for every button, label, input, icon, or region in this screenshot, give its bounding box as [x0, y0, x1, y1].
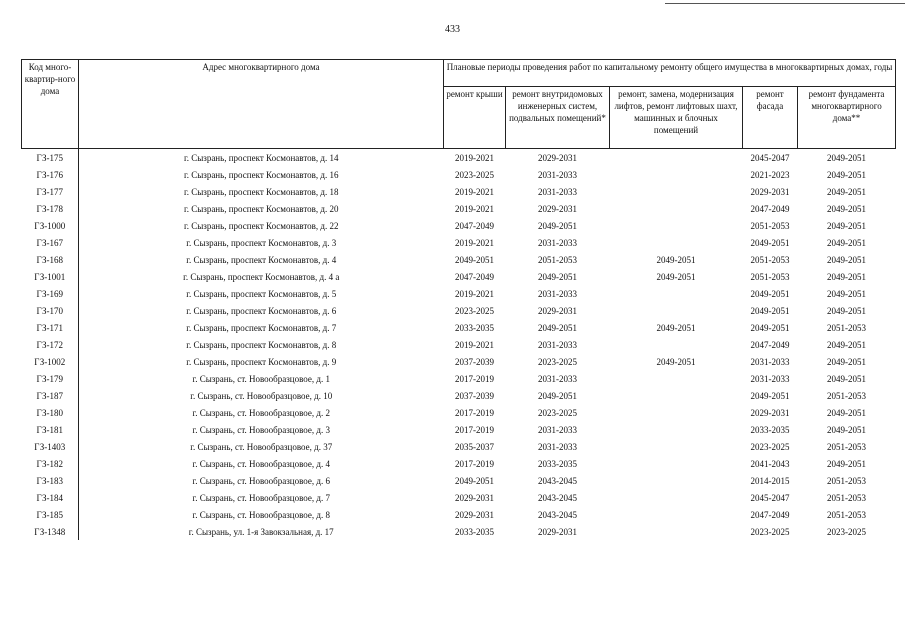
cell-engineering: 2023-2025	[538, 356, 577, 367]
cell-facade: 2033-2035	[750, 424, 790, 435]
cell-roof: 2019-2021	[455, 203, 494, 214]
header-lifts: ремонт, замена, модернизация лифтов, ремонт лифтовых шахт, машинных и блочных помещений	[610, 87, 743, 149]
cell-roof: 2019-2021	[455, 339, 494, 350]
cell-engineering: 2031-2033	[538, 288, 577, 299]
cell-engineering: 2029-2031	[538, 526, 577, 537]
cell-lifts	[610, 438, 743, 455]
cell-facade: 2023-2025	[750, 441, 790, 452]
cell-code: ГЗ-180	[36, 407, 63, 418]
cell-code: ГЗ-178	[36, 203, 63, 214]
table-row	[22, 404, 896, 421]
table-row	[22, 506, 896, 523]
cell-foundation: 2049-2051	[827, 407, 867, 418]
cell-foundation: 2049-2051	[827, 373, 867, 384]
cell-foundation: 2051-2053	[827, 509, 867, 520]
cell-foundation: 2051-2053	[827, 441, 867, 452]
cell-lifts	[610, 302, 743, 319]
cell-foundation: 2023-2025	[827, 526, 867, 537]
cell-code: ГЗ-181	[36, 424, 63, 435]
table-row	[22, 149, 896, 167]
cell-roof: 2019-2021	[455, 237, 494, 248]
table-row	[22, 285, 896, 302]
cell-roof: 2037-2039	[455, 356, 494, 367]
cell-engineering: 2049-2051	[538, 220, 577, 231]
cell-foundation: 2051-2053	[827, 322, 867, 333]
table-row	[22, 336, 896, 353]
cell-facade: 2031-2033	[750, 356, 790, 367]
cell-engineering: 2049-2051	[538, 390, 577, 401]
cell-code: ГЗ-170	[36, 305, 63, 316]
cell-engineering: 2043-2045	[538, 475, 577, 486]
header-facade: ремонт фасада	[743, 87, 798, 149]
cell-foundation: 2049-2051	[827, 339, 867, 350]
cell-lifts	[610, 506, 743, 523]
cell-code: ГЗ-179	[36, 373, 63, 384]
cell-roof: 2037-2039	[455, 390, 494, 401]
cell-address: г. Сызрань, проспект Космонавтов, д. 14	[79, 149, 444, 167]
cell-facade: 2049-2051	[750, 237, 790, 248]
table-body	[22, 149, 896, 541]
table-row	[22, 421, 896, 438]
cell-facade: 2029-2031	[750, 407, 790, 418]
table-row	[22, 387, 896, 404]
cell-foundation: 2049-2051	[827, 220, 867, 231]
table-row	[22, 268, 896, 285]
cell-facade: 2047-2049	[750, 509, 790, 520]
cell-roof: 2033-2035	[455, 322, 494, 333]
cell-roof: 2023-2025	[455, 169, 494, 180]
cell-lifts	[610, 421, 743, 438]
cell-code: ГЗ-177	[36, 186, 63, 197]
cell-foundation: 2049-2051	[827, 424, 867, 435]
cell-foundation: 2049-2051	[827, 186, 867, 197]
cell-facade: 2045-2047	[750, 492, 790, 503]
cell-lifts	[610, 234, 743, 251]
cell-address: г. Сызрань, проспект Космонавтов, д. 4	[79, 251, 444, 268]
cell-lifts	[610, 523, 743, 540]
cell-address: г. Сызрань, проспект Космонавтов, д. 22	[79, 217, 444, 234]
cell-engineering: 2023-2025	[538, 407, 577, 418]
cell-address: г. Сызрань, ул. 1-я Завокзальная, д. 17	[79, 523, 444, 540]
cell-facade: 2049-2051	[750, 305, 790, 316]
cell-foundation: 2049-2051	[827, 356, 867, 367]
table-row	[22, 217, 896, 234]
cell-foundation: 2049-2051	[827, 458, 867, 469]
table-row	[22, 438, 896, 455]
header-roof: ремонт крыши	[444, 87, 506, 149]
cell-lifts	[610, 370, 743, 387]
table-row	[22, 353, 896, 370]
cell-code: ГЗ-171	[36, 322, 63, 333]
cell-address: г. Сызрань, ст. Новообразцовое, д. 6	[79, 472, 444, 489]
cell-facade: 2045-2047	[750, 152, 790, 163]
cell-code: ГЗ-1348	[34, 526, 66, 537]
cell-roof: 2017-2019	[455, 407, 494, 418]
table-row	[22, 251, 896, 268]
page-number: 433	[445, 24, 460, 35]
cell-facade: 2021-2023	[750, 169, 790, 180]
cell-code: ГЗ-185	[36, 509, 63, 520]
cell-facade: 2014-2015	[750, 475, 790, 486]
cell-facade: 2029-2031	[750, 186, 790, 197]
top-edge-rule	[665, 3, 905, 4]
cell-roof: 2049-2051	[455, 254, 494, 265]
cell-code: ГЗ-1001	[34, 271, 66, 282]
cell-foundation: 2049-2051	[827, 169, 867, 180]
cell-facade: 2049-2051	[750, 390, 790, 401]
header-address: Адрес многоквартирного дома	[79, 60, 444, 149]
cell-code: ГЗ-187	[36, 390, 63, 401]
header-engineering: ремонт внутридомовых инженерных систем, подвальных помещений*	[506, 87, 610, 149]
cell-roof: 2029-2031	[455, 492, 494, 503]
cell-lifts	[610, 404, 743, 421]
table-row	[22, 370, 896, 387]
cell-engineering: 2043-2045	[538, 492, 577, 503]
cell-lifts: 2049-2051	[656, 356, 696, 367]
cell-foundation: 2049-2051	[827, 203, 867, 214]
cell-address: г. Сызрань, ст. Новообразцовое, д. 37	[79, 438, 444, 455]
cell-code: ГЗ-1000	[34, 220, 66, 231]
cell-engineering: 2029-2031	[538, 203, 577, 214]
cell-lifts	[610, 472, 743, 489]
header-code: Код много-квартир-ного дома	[22, 60, 79, 149]
cell-roof: 2019-2021	[455, 288, 494, 299]
cell-engineering: 2031-2033	[538, 424, 577, 435]
cell-code: ГЗ-1002	[34, 356, 66, 367]
cell-address: г. Сызрань, проспект Космонавтов, д. 3	[79, 234, 444, 251]
cell-address: г. Сызрань, проспект Космонавтов, д. 16	[79, 166, 444, 183]
cell-engineering: 2031-2033	[538, 169, 577, 180]
cell-roof: 2035-2037	[455, 441, 494, 452]
cell-facade: 2051-2053	[750, 271, 790, 282]
cell-code: ГЗ-182	[36, 458, 63, 469]
cell-address: г. Сызрань, ст. Новообразцовое, д. 1	[79, 370, 444, 387]
cell-foundation: 2049-2051	[827, 305, 867, 316]
cell-engineering: 2033-2035	[538, 458, 577, 469]
cell-address: г. Сызрань, проспект Космонавтов, д. 4 а	[79, 268, 444, 285]
cell-lifts: 2049-2051	[656, 254, 696, 265]
cell-roof: 2017-2019	[455, 458, 494, 469]
cell-facade: 2041-2043	[750, 458, 790, 469]
cell-foundation: 2051-2053	[827, 390, 867, 401]
cell-lifts	[610, 285, 743, 302]
cell-roof: 2019-2021	[455, 152, 494, 163]
header-foundation: ремонт фундамента многоквартирного дома**	[798, 87, 896, 149]
cell-lifts	[610, 183, 743, 200]
cell-foundation: 2049-2051	[827, 152, 867, 163]
cell-roof: 2017-2019	[455, 373, 494, 384]
cell-roof: 2047-2049	[455, 220, 494, 231]
cell-code: ГЗ-168	[36, 254, 63, 265]
cell-engineering: 2031-2033	[538, 339, 577, 350]
cell-engineering: 2029-2031	[538, 305, 577, 316]
cell-address: г. Сызрань, ст. Новообразцовое, д. 3	[79, 421, 444, 438]
cell-engineering: 2049-2051	[538, 322, 577, 333]
cell-address: г. Сызрань, проспект Космонавтов, д. 20	[79, 200, 444, 217]
cell-facade: 2047-2049	[750, 203, 790, 214]
cell-engineering: 2051-2053	[538, 254, 577, 265]
cell-code: ГЗ-176	[36, 169, 63, 180]
cell-engineering: 2031-2033	[538, 373, 577, 384]
cell-foundation: 2049-2051	[827, 254, 867, 265]
table-row	[22, 166, 896, 183]
cell-address: г. Сызрань, проспект Космонавтов, д. 8	[79, 336, 444, 353]
cell-address: г. Сызрань, ст. Новообразцовое, д. 2	[79, 404, 444, 421]
cell-roof: 2023-2025	[455, 305, 494, 316]
cell-roof: 2033-2035	[455, 526, 494, 537]
cell-engineering: 2031-2033	[538, 441, 577, 452]
cell-lifts	[610, 387, 743, 404]
cell-roof: 2049-2051	[455, 475, 494, 486]
table-row	[22, 472, 896, 489]
cell-address: г. Сызрань, ст. Новообразцовое, д. 7	[79, 489, 444, 506]
cell-address: г. Сызрань, проспект Космонавтов, д. 6	[79, 302, 444, 319]
cell-lifts	[610, 217, 743, 234]
cell-roof: 2047-2049	[455, 271, 494, 282]
cell-facade: 2023-2025	[750, 526, 790, 537]
cell-code: ГЗ-183	[36, 475, 63, 486]
cell-facade: 2051-2053	[750, 220, 790, 231]
table-row	[22, 234, 896, 251]
cell-lifts: 2049-2051	[656, 271, 696, 282]
cell-foundation: 2049-2051	[827, 271, 867, 282]
table-row	[22, 455, 896, 472]
cell-address: г. Сызрань, проспект Космонавтов, д. 7	[79, 319, 444, 336]
cell-facade: 2049-2051	[750, 288, 790, 299]
cell-lifts	[610, 200, 743, 217]
table-row	[22, 489, 896, 506]
table-header	[22, 60, 896, 149]
cell-address: г. Сызрань, проспект Космонавтов, д. 18	[79, 183, 444, 200]
cell-engineering: 2029-2031	[538, 152, 577, 163]
cell-code: ГЗ-175	[36, 152, 63, 163]
header-periods-group: Плановые периоды проведения работ по капитальному ремонту общего имущества в многоквартирных домах, годы	[444, 60, 896, 87]
cell-engineering: 2043-2045	[538, 509, 577, 520]
cell-engineering: 2031-2033	[538, 237, 577, 248]
cell-foundation: 2051-2053	[827, 475, 867, 486]
table-row	[22, 200, 896, 217]
table-row	[22, 319, 896, 336]
cell-lifts	[610, 489, 743, 506]
cell-code: ГЗ-167	[36, 237, 63, 248]
cell-foundation: 2051-2053	[827, 492, 867, 503]
cell-lifts	[610, 336, 743, 353]
cell-facade: 2031-2033	[750, 373, 790, 384]
cell-engineering: 2049-2051	[538, 271, 577, 282]
table-row	[22, 183, 896, 200]
cell-foundation: 2049-2051	[827, 288, 867, 299]
table-row	[22, 523, 896, 540]
cell-roof: 2029-2031	[455, 509, 494, 520]
cell-address: г. Сызрань, проспект Космонавтов, д. 9	[79, 353, 444, 370]
cell-address: г. Сызрань, ст. Новообразцовое, д. 8	[79, 506, 444, 523]
cell-lifts	[610, 455, 743, 472]
cell-roof: 2017-2019	[455, 424, 494, 435]
cell-lifts	[610, 166, 743, 183]
cell-code: ГЗ-1403	[34, 441, 66, 452]
cell-facade: 2047-2049	[750, 339, 790, 350]
table-row	[22, 302, 896, 319]
cell-code: ГЗ-184	[36, 492, 63, 503]
cell-address: г. Сызрань, проспект Космонавтов, д. 5	[79, 285, 444, 302]
cell-foundation: 2049-2051	[827, 237, 867, 248]
cell-lifts	[610, 149, 743, 167]
cell-address: г. Сызрань, ст. Новообразцовое, д. 10	[79, 387, 444, 404]
cell-lifts: 2049-2051	[656, 322, 696, 333]
cell-address: г. Сызрань, ст. Новообразцовое, д. 4	[79, 455, 444, 472]
cell-facade: 2051-2053	[750, 254, 790, 265]
cell-engineering: 2031-2033	[538, 186, 577, 197]
cell-code: ГЗ-172	[36, 339, 63, 350]
repair-schedule-table	[21, 59, 896, 540]
cell-facade: 2049-2051	[750, 322, 790, 333]
cell-code: ГЗ-169	[36, 288, 63, 299]
cell-roof: 2019-2021	[455, 186, 494, 197]
